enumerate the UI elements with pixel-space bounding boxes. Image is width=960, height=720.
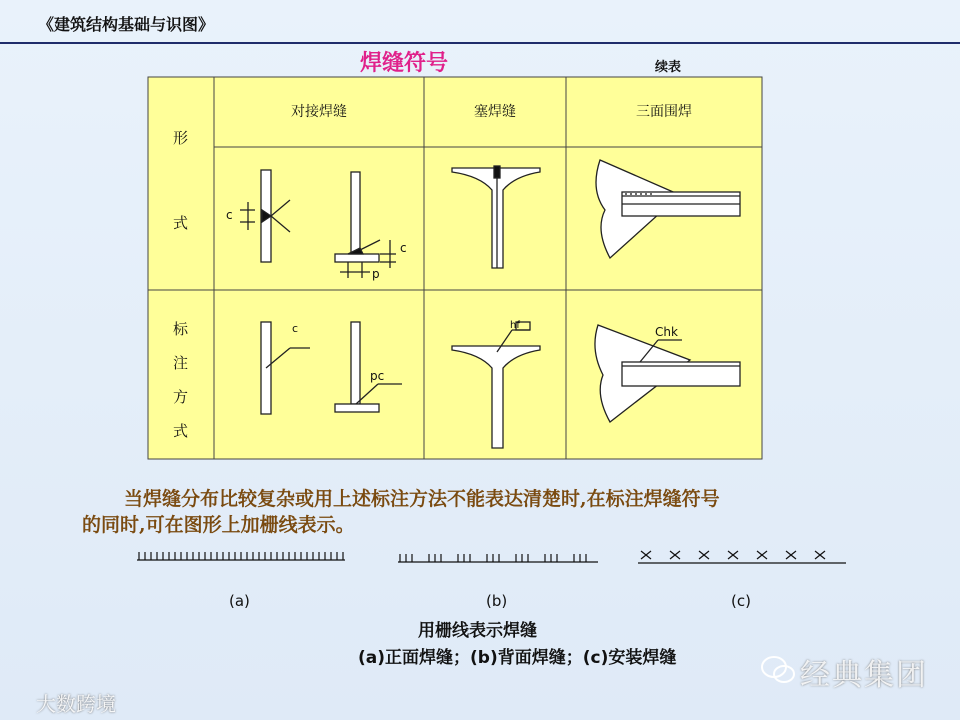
dim-c-label-3: c [292, 322, 299, 335]
row-header-annot-char-1: 标 [173, 320, 189, 338]
paragraph-line-2: 的同时,可在图形上加栅线表示。 [82, 514, 355, 536]
header-title: 《建筑结构基础与识图》 [38, 15, 215, 34]
row-header-annot-char-2: 注 [173, 354, 189, 372]
wechat-icon [760, 654, 796, 686]
watermark-left: 大数跨境 [36, 692, 116, 716]
figure-subcaption: (a)正面焊缝；(b)背面焊缝；(c)安装焊缝 [358, 648, 677, 668]
hatch-a-front-weld [137, 552, 345, 560]
row-header-form-char-1: 形 [173, 129, 189, 147]
figure-label-c: (c) [731, 592, 751, 610]
dim-pc-label: pc [370, 369, 385, 383]
figure-caption: 用栅线表示焊缝 [418, 621, 537, 641]
slide-title: 焊缝符号 [360, 51, 449, 76]
figure-label-a: (a) [229, 592, 250, 610]
hatch-b-back-weld [398, 554, 598, 562]
dim-p-label: p [372, 267, 380, 281]
hatch-c-site-weld [638, 551, 846, 563]
row-header-annot-char-3: 方 [173, 388, 189, 406]
dim-c-label-2: c [400, 241, 407, 255]
col-header-plug-weld: 塞焊缝 [474, 104, 516, 120]
paragraph-line-1: 当焊缝分布比较复杂或用上述标注方法不能表达清楚时,在标注焊缝符号 [124, 488, 720, 510]
col-header-butt-weld: 对接焊缝 [291, 104, 347, 120]
watermark-right: 经典集团 [800, 658, 928, 693]
row-header-annot-char-4: 式 [173, 422, 189, 440]
row-header-form-char-2: 式 [173, 214, 189, 232]
dim-hf-label: hf [510, 320, 520, 331]
continued-label: 续表 [655, 60, 682, 75]
col-header-three-side-weld: 三面围焊 [636, 104, 692, 120]
dim-chk-label: Chk [655, 325, 678, 339]
dim-c-label-1: c [226, 208, 233, 222]
figure-label-b: (b) [486, 592, 508, 610]
